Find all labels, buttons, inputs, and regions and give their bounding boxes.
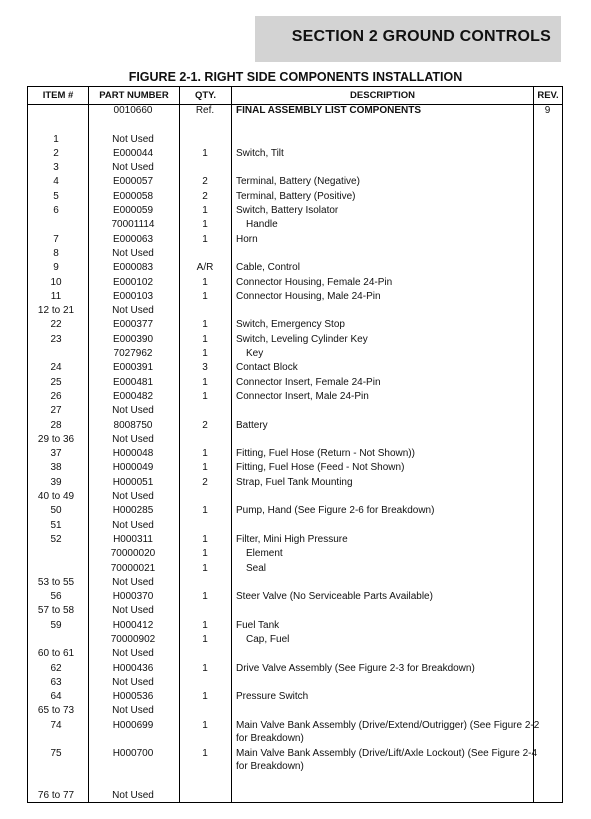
table-row [28,419,562,433]
part-number-cell: 8008750 [113,419,153,431]
item-cell: 59 [50,619,62,631]
qty-cell: 1 [202,205,208,217]
table-row [28,633,562,647]
qty-cell: Ref. [195,105,215,116]
table-row [28,476,562,490]
part-number-cell: Not Used [112,247,154,259]
qty-cell: 1 [202,333,208,345]
table-row [28,490,562,504]
part-number-cell: H000049 [112,462,154,474]
part-number-cell: Not Used [112,433,154,445]
description-cell: Pump, Hand (See Figure 2-6 for Breakdown) [236,505,435,517]
table-row [28,747,562,775]
part-number-cell: 70000021 [110,562,156,574]
part-number-cell: E000390 [112,333,154,345]
header-qty: QTY. [194,90,217,101]
table-row [28,361,562,375]
item-cell: 60 to 61 [37,648,75,660]
item-cell: 25 [50,376,62,388]
qty-cell: A/R [196,262,214,274]
description-cell: Switch, Tilt [236,147,284,159]
part-number-cell: 70000020 [110,548,156,560]
qty-cell: 1 [202,562,208,574]
qty-cell: 1 [202,390,208,402]
part-number-cell: E000391 [112,362,154,374]
description-cell: Connector Housing, Male 24-Pin [236,290,381,302]
item-cell: 11 [50,290,62,302]
qty-cell: 1 [202,533,208,545]
item-cell: 57 to 58 [37,605,75,617]
qty-cell: 1 [202,290,208,302]
table-row [28,519,562,533]
table-row [28,433,562,447]
part-number-cell: H000048 [112,448,154,460]
item-cell: 50 [50,505,62,517]
table-row [28,775,562,789]
description-cell: Cap, Fuel [246,633,290,645]
table-body [28,104,562,803]
part-number-cell: E000103 [112,290,154,302]
qty-cell: 1 [202,219,208,231]
section-title: SECTION 2 GROUND CONTROLS [291,28,551,45]
item-cell: 62 [50,662,62,674]
qty-cell: 1 [202,505,208,517]
table-row [28,175,562,189]
table-row [28,562,562,576]
item-cell: 51 [50,519,62,531]
table-row [28,147,562,161]
item-cell: 39 [50,476,62,488]
part-number-cell: 70001114 [111,219,155,231]
table-row [28,104,562,118]
part-number-cell: 0010660 [113,105,153,116]
item-cell: 8 [53,247,59,259]
table-row [28,190,562,204]
part-number-cell: 7027962 [113,348,153,360]
table-row [28,118,562,132]
description-cell: Main Valve Bank Assembly (Drive/Lift/Axle Lockout) (See Figure 2-4 for Breakdown) [236,747,538,772]
item-cell: 2 [53,147,59,159]
figure-title: FIGURE 2-1. RIGHT SIDE COMPONENTS INSTALLATION [128,70,463,84]
qty-cell: 1 [202,319,208,331]
part-number-cell: H000536 [112,691,154,703]
header-part-number: PART NUMBER [99,90,169,101]
table-row [28,690,562,704]
description-cell: FINAL ASSEMBLY LIST COMPONENTS [236,105,422,116]
description-cell: Contact Block [236,362,298,374]
item-cell: 52 [50,533,62,545]
qty-cell: 1 [202,376,208,388]
table-row [28,547,562,561]
header-rev: REV. [537,90,559,101]
part-number-cell: H000699 [112,719,154,731]
table-row [28,789,562,803]
table-row [28,504,562,518]
qty-cell: 1 [202,147,208,159]
table-row [28,461,562,475]
part-number-cell: 70000902 [110,633,156,645]
description-cell: Switch, Leveling Cylinder Key [236,333,368,345]
item-cell: 3 [53,162,59,174]
part-number-cell: Not Used [112,576,154,588]
item-cell: 75 [50,747,62,759]
item-cell: 65 to 73 [37,705,75,717]
part-number-cell: E000377 [112,319,154,331]
item-cell: 12 to 21 [37,305,75,317]
part-number-cell: Not Used [112,705,154,717]
table-row [28,133,562,147]
qty-cell: 2 [202,176,208,188]
part-number-cell: E000044 [112,147,154,159]
description-cell: Terminal, Battery (Negative) [236,176,360,188]
part-number-cell: H000051 [112,476,154,488]
part-number-cell: E000059 [112,205,154,217]
table-row [28,533,562,547]
table-row [28,719,562,747]
qty-cell: 1 [202,448,208,460]
description-cell: Element [246,548,283,560]
parts-table [27,86,563,803]
part-number-cell: Not Used [112,648,154,660]
item-cell: 53 to 55 [37,576,75,588]
item-cell: 5 [53,190,59,202]
part-number-cell: Not Used [112,676,154,688]
description-cell: Fuel Tank [236,619,280,631]
part-number-cell: Not Used [112,405,154,417]
description-cell: Main Valve Bank Assembly (Drive/Extend/Outrigger) (See Figure 2-2 for Breakdown) [236,719,540,744]
item-cell: 29 to 36 [37,433,75,445]
qty-cell: 1 [202,691,208,703]
description-cell: Horn [236,233,258,245]
qty-cell: 1 [202,633,208,645]
item-cell: 63 [50,676,62,688]
table-row [28,662,562,676]
table-row [28,290,562,304]
qty-cell: 2 [202,476,208,488]
qty-cell: 3 [202,362,208,374]
item-cell: 6 [53,205,59,217]
part-number-cell: Not Used [112,519,154,531]
item-cell: 26 [50,390,62,402]
part-number-cell: Not Used [112,605,154,617]
table-row [28,604,562,618]
rev-cell: 9 [544,105,551,116]
part-number-cell: E000481 [112,376,154,388]
table-row [28,261,562,275]
part-number-cell: E000057 [112,176,154,188]
part-number-cell: H000700 [112,747,154,759]
item-cell: 56 [50,591,62,603]
table-row [28,619,562,633]
item-cell: 9 [53,262,59,274]
item-cell: 76 to 77 [37,790,75,802]
item-cell: 23 [50,333,62,345]
item-cell: 28 [50,419,62,431]
table-row [28,204,562,218]
item-cell: 37 [50,448,62,460]
item-cell: 74 [50,719,62,731]
item-cell: 27 [50,405,62,417]
part-number-cell: H000370 [112,591,154,603]
item-cell: 64 [50,691,62,703]
qty-cell: 1 [202,662,208,674]
part-number-cell: Not Used [112,305,154,317]
description-cell: Battery [236,419,268,431]
description-cell: Pressure Switch [236,691,309,703]
description-cell: Filter, Mini High Pressure [236,533,348,545]
item-cell: 40 to 49 [37,491,75,503]
qty-cell: 2 [202,190,208,202]
table-row [28,347,562,361]
table-row [28,404,562,418]
description-cell: Fitting, Fuel Hose (Feed - Not Shown) [236,462,405,474]
qty-cell: 1 [202,591,208,603]
part-number-cell: E000063 [112,233,154,245]
description-cell: Connector Insert, Male 24-Pin [236,390,369,402]
part-number-cell: H000285 [112,505,154,517]
description-cell: Switch, Emergency Stop [236,319,345,331]
description-cell: Handle [246,219,278,231]
qty-cell: 1 [202,747,208,759]
table-row [28,333,562,347]
header-item: ITEM # [42,90,74,101]
table-row [28,218,562,232]
item-cell: 22 [50,319,62,331]
description-cell: Switch, Battery Isolator [236,205,339,217]
description-cell: Seal [246,562,267,574]
description-cell: Connector Housing, Female 24-Pin [236,276,393,288]
item-cell: 10 [50,276,62,288]
description-cell: Terminal, Battery (Positive) [236,190,356,202]
part-number-cell: E000083 [112,262,154,274]
table-row [28,233,562,247]
table-row [28,247,562,261]
description-cell: Strap, Fuel Tank Mounting [236,476,353,488]
description-cell: Drive Valve Assembly (See Figure 2-3 for Breakdown) [236,662,475,674]
table-row [28,704,562,718]
item-cell: 24 [50,362,62,374]
table-row [28,590,562,604]
description-cell: Cable, Control [236,262,300,274]
item-cell: 4 [53,176,59,188]
table-row [28,318,562,332]
table-row [28,390,562,404]
table-row [28,376,562,390]
part-number-cell: H000436 [112,662,154,674]
qty-cell: 1 [202,619,208,631]
table-header [28,86,562,105]
part-number-cell: E000102 [112,276,154,288]
table-row [28,676,562,690]
table-row [28,576,562,590]
part-number-cell: Not Used [112,133,154,145]
qty-cell: 2 [202,419,208,431]
table-row [28,647,562,661]
item-cell: 38 [50,462,62,474]
item-cell: 1 [53,133,59,145]
part-number-cell: Not Used [112,790,154,802]
table-row [28,447,562,461]
part-number-cell: E000058 [112,190,154,202]
item-cell: 7 [53,233,59,245]
qty-cell: 1 [202,719,208,731]
table-row [28,276,562,290]
part-number-cell: E000482 [112,390,154,402]
qty-cell: 1 [202,233,208,245]
description-cell: Key [246,348,264,360]
part-number-cell: H000412 [112,619,154,631]
part-number-cell: H000311 [113,533,153,545]
section-header-box [255,16,561,62]
header-description: DESCRIPTION [350,90,415,101]
description-cell: Connector Insert, Female 24-Pin [236,376,381,388]
qty-cell: 1 [202,276,208,288]
qty-cell: 1 [202,548,208,560]
part-number-cell: Not Used [112,491,154,503]
table-row [28,304,562,318]
description-cell: Fitting, Fuel Hose (Return - Not Shown)) [236,448,415,460]
qty-cell: 1 [202,462,208,474]
part-number-cell: Not Used [112,162,154,174]
description-cell: Steer Valve (No Serviceable Parts Available) [236,591,433,603]
table-row [28,161,562,175]
qty-cell: 1 [202,348,208,360]
